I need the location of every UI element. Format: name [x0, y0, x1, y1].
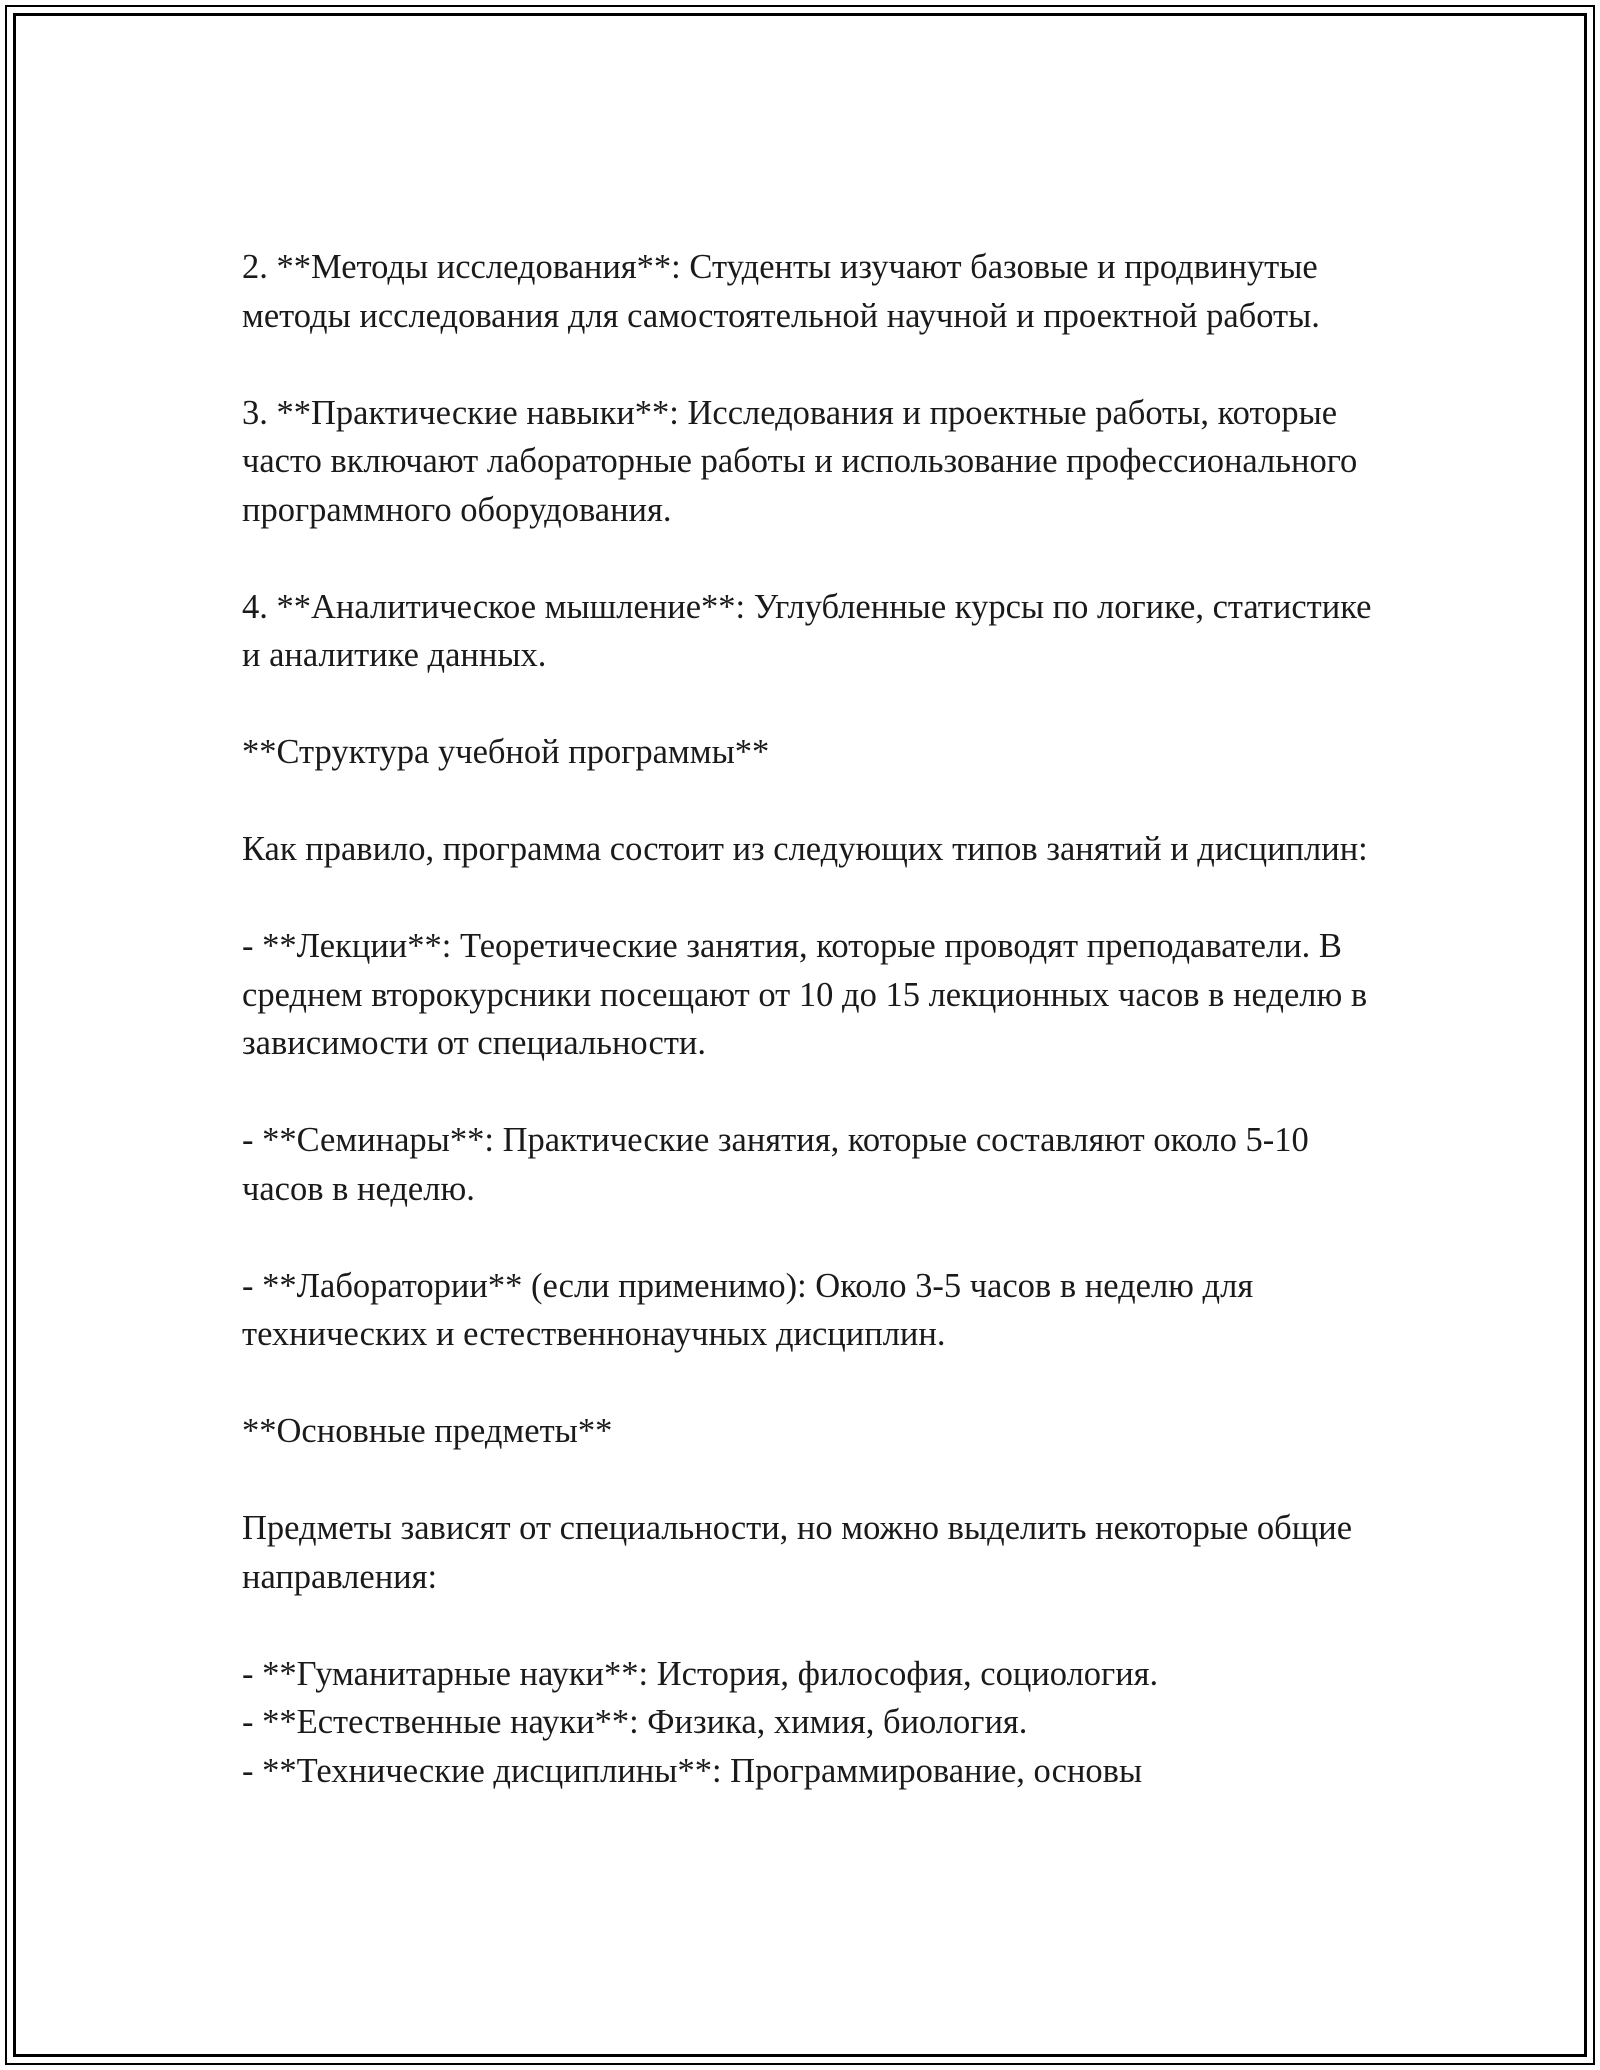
paragraph-analytical-thinking: 4. **Аналитическое мышление**: Углубленные курсы по логике, статистике и аналитике данных.: [242, 587, 1372, 674]
heading-curriculum-structure: **Структура учебной программы**: [242, 733, 770, 771]
paragraph-practical-skills: 3. **Практические навыки**: Исследования и проектные работы, которые часто включают лабораторные работы и использование профессионального программного оборудования.: [242, 393, 1358, 529]
list-item-seminars: - **Семинары**: Практические занятия, которые составляют около 5-10 часов в неделю.: [242, 1121, 1309, 1208]
paragraph-research-methods: 2. **Методы исследования**: Студенты изучают базовые и продвинутые методы исследования для самостоятельной научной и проектной работы.: [242, 248, 1320, 335]
document-body: [242, 243, 1372, 1795]
heading-main-subjects: **Основные предметы**: [242, 1412, 613, 1450]
list-item-laboratories: - **Лаборатории** (если применимо): Около 3-5 часов в неделю для технических и естественнонаучных дисциплин.: [242, 1266, 1254, 1353]
list-item-technical-disciplines: - **Технические дисциплины**: Программирование, основы: [242, 1751, 1143, 1790]
list-item-humanities: - **Гуманитарные науки**: История, философия, социология.: [242, 1654, 1159, 1693]
list-item-natural-sciences: - **Естественные науки**: Физика, химия, биология.: [242, 1703, 1028, 1741]
paragraph-class-types-intro: Как правило, программа состоит из следующих типов занятий и дисциплин:: [242, 830, 1368, 868]
paragraph-subjects-intro: Предметы зависят от специальности, но можно выделить некоторые общие направления:: [242, 1509, 1353, 1596]
page-frame: [5, 5, 1595, 2065]
list-item-lectures: - **Лекции**: Теоретические занятия, которые проводят преподаватели. В среднем второкурсники посещают от 10 до 15 лекционных часов в неделю в зависимости от специальности.: [242, 927, 1368, 1062]
